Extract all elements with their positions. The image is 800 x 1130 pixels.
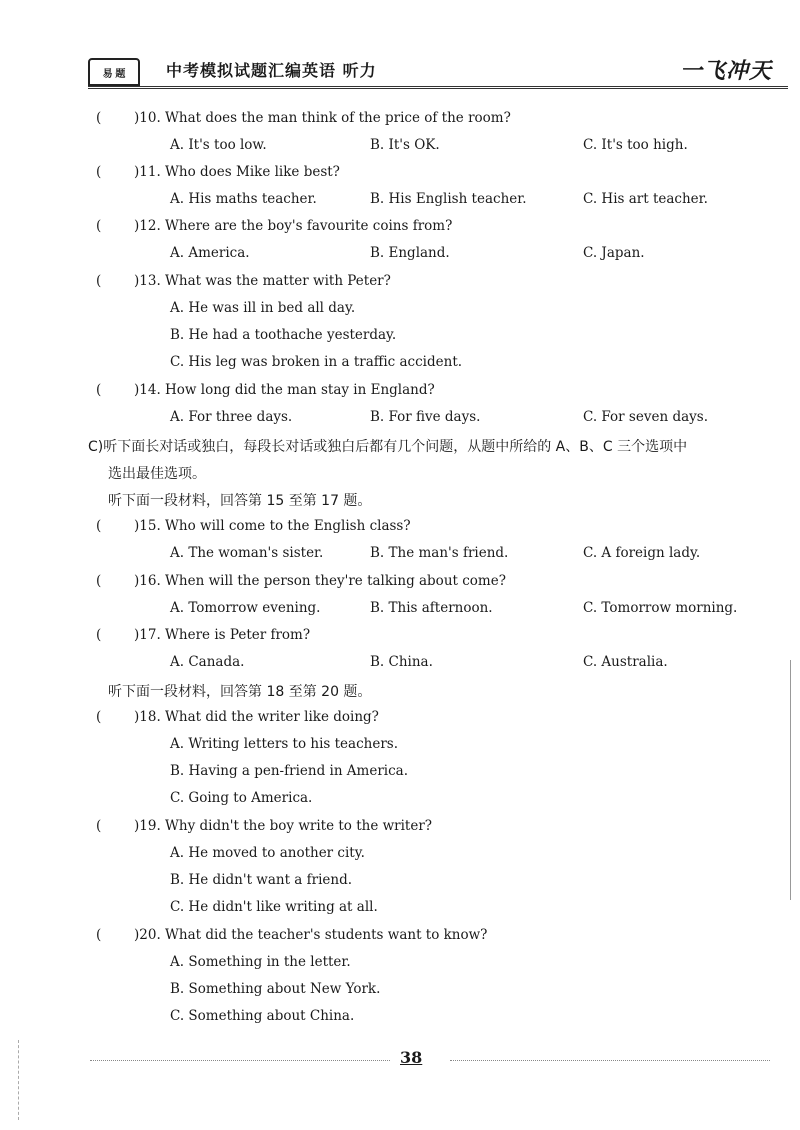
option-c: C. Japan. [583,245,645,261]
option-b: B. He had a toothache yesterday. [170,327,397,343]
option-b: B. The man's friend. [370,545,509,561]
option-b: B. Something about New York. [170,981,381,997]
binding-mark [18,1040,19,1120]
group-2-intro: 听下面一段材料，回答第 18 至第 20 题。 [108,684,372,700]
answer-paren: ( [96,218,102,234]
option-a: A. The woman's sister. [170,545,324,561]
question-stem: )12. Where are the boy's favourite coins from? [134,218,453,234]
logo: 易 题 [88,58,140,86]
page-header [88,56,788,84]
option-c: C. He didn't like writing at all. [170,899,378,915]
question-stem: )10. What does the man think of the price of the room? [134,110,511,126]
option-b: B. For five days. [370,409,481,425]
answer-paren: ( [96,164,102,180]
option-a: A. It's too low. [170,137,267,153]
question-stem: )16. When will the person they're talking about come? [134,573,506,589]
option-b: B. Having a pen-friend in America. [170,763,409,779]
option-b: B. England. [370,245,450,261]
option-b: B. This afternoon. [370,600,493,616]
answer-paren: ( [96,627,102,643]
option-b: B. His English teacher. [370,191,527,207]
brand-title: 一飞冲天 [679,59,772,84]
option-c: C. It's too high. [583,137,688,153]
option-a: A. He moved to another city. [170,845,365,861]
option-c: C. Tomorrow morning. [583,600,738,616]
answer-paren: ( [96,382,102,398]
answer-paren: ( [96,927,102,943]
section-c-instructions-cont: 选出最佳选项。 [108,466,206,482]
question-stem: )20. What did the teacher's students want to know? [134,927,488,943]
section-c-instructions: C)听下面长对话或独白，每段长对话或独白后都有几个问题，从题中所给的 A、B、C 三个选项中 [88,439,688,455]
answer-paren: ( [96,709,102,725]
option-a: A. Tomorrow evening. [170,600,321,616]
option-a: A. For three days. [170,409,293,425]
series-title: 中考模拟试题汇编英语 听力 [166,61,377,80]
option-a: A. He was ill in bed all day. [170,300,356,316]
answer-paren: ( [96,273,102,289]
question-stem: )17. Where is Peter from? [134,627,311,643]
option-a: A. Something in the letter. [170,954,351,970]
question-stem: )13. What was the matter with Peter? [134,273,391,289]
footer-rule-left [90,1060,390,1061]
question-stem: )11. Who does Mike like best? [134,164,340,180]
question-stem: )14. How long did the man stay in England? [134,382,435,398]
option-c: C. A foreign lady. [583,545,701,561]
option-c: C. Australia. [583,654,668,670]
option-c: C. Going to America. [170,790,313,806]
option-a: A. His maths teacher. [170,191,317,207]
answer-paren: ( [96,818,102,834]
option-a: A. Canada. [170,654,245,670]
group-1-intro: 听下面一段材料，回答第 15 至第 17 题。 [108,493,372,509]
page-number: 38 [400,1048,423,1067]
option-c: C. His leg was broken in a traffic accident. [170,354,463,370]
option-b: B. China. [370,654,433,670]
footer-rule-right [450,1060,770,1061]
margin-line [790,660,791,900]
question-stem: )15. Who will come to the English class? [134,518,411,534]
option-b: B. He didn't want a friend. [170,872,353,888]
option-c: C. His art teacher. [583,191,708,207]
answer-paren: ( [96,518,102,534]
option-c: C. For seven days. [583,409,708,425]
question-stem: )18. What did the writer like doing? [134,709,379,725]
answer-paren: ( [96,110,102,126]
option-c: C. Something about China. [170,1008,355,1024]
question-stem: )19. Why didn't the boy write to the writer? [134,818,433,834]
option-a: A. Writing letters to his teachers. [170,736,399,752]
option-b: B. It's OK. [370,137,440,153]
header-rule [88,86,788,89]
option-a: A. America. [170,245,250,261]
answer-paren: ( [96,573,102,589]
